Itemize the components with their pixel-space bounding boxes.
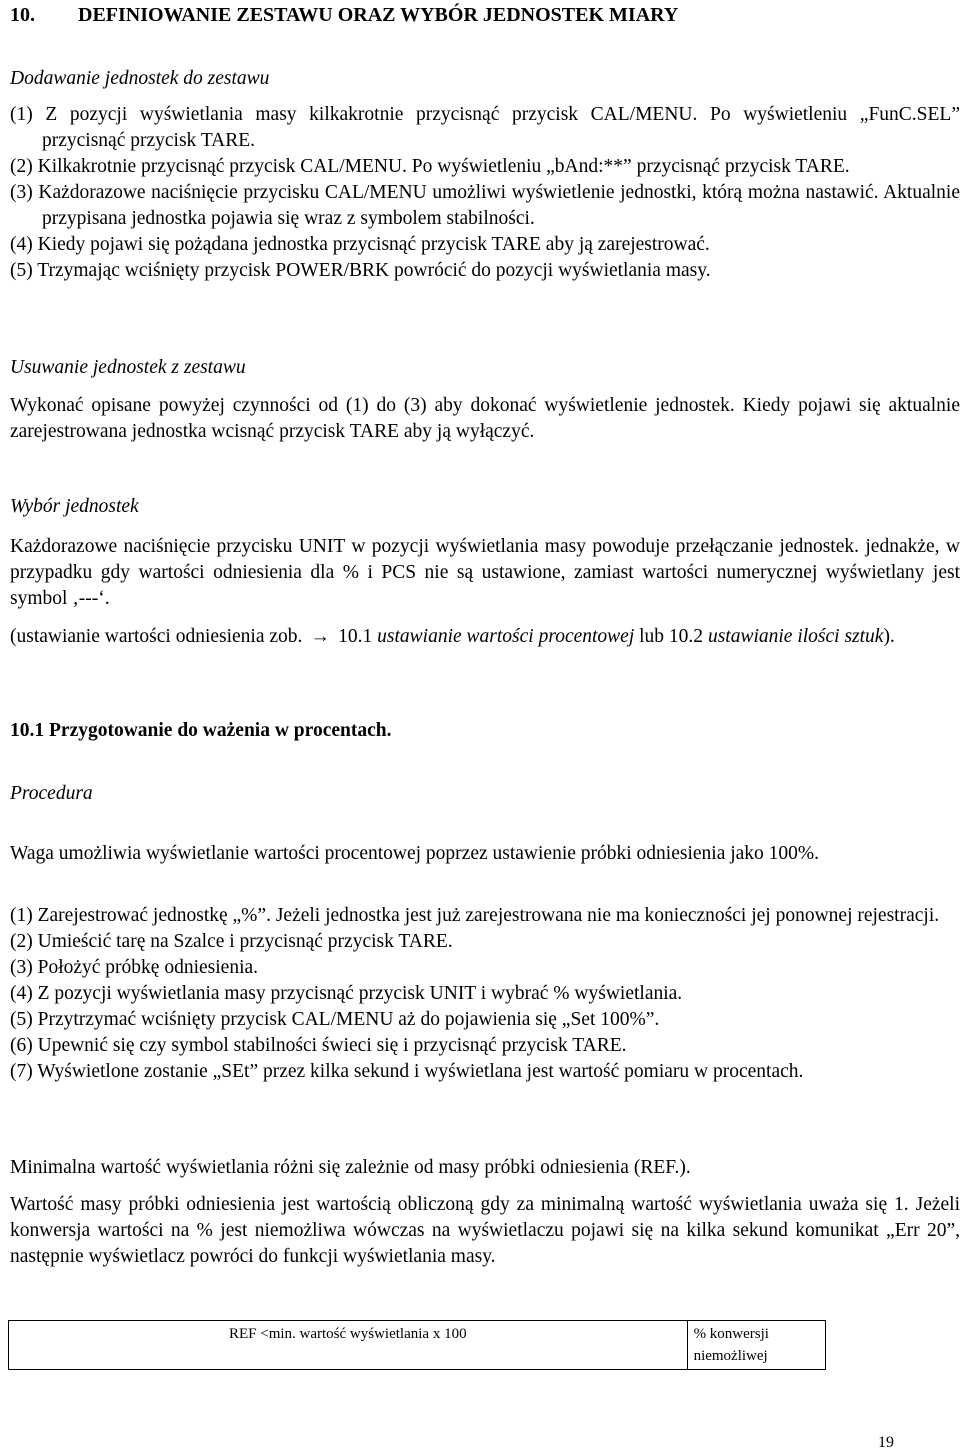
table-cell-result: % konwersji niemożliwej: [687, 1321, 825, 1370]
list-item: (4) Z pozycji wyświetlania masy przycisnąć przycisk UNIT i wybrać % wyświetlania.: [10, 983, 683, 1004]
choosing-heading: Wybór jednostek: [10, 496, 139, 517]
procedure-intro: Waga umożliwia wyświetlanie wartości procentowej poprzez ustawienie próbki odniesienia jako 100%.: [10, 843, 820, 864]
reference-link-percent[interactable]: ustawianie wartości procentowej: [377, 626, 635, 647]
table-cell-condition: REF <min. wartość wyświetlania x 100: [9, 1321, 688, 1370]
reference-number: 10.1: [338, 626, 373, 647]
reference-prefix: (ustawianie wartości odniesienia zob.: [10, 626, 303, 647]
list-item: (1) Zarejestrować jednostkę „%”. Jeżeli jednostka jest już zarejestrowana nie ma konieczności jej ponownej rejestracji.: [10, 905, 940, 926]
procedure-heading: Procedura: [10, 783, 93, 804]
adding-heading: Dodawanie jednostek do zestawu: [10, 68, 270, 89]
choosing-paragraph: Każdorazowe naciśnięcie przycisku UNIT w pozycji wyświetlania masy powoduje przełączanie jednostek. jednakże, w przypadku gdy wartości odniesienia dla % i PCS nie są ustawione, zamiast wartości numerycznej wyświetlany jest symbol ‚---‘.: [10, 536, 960, 609]
section-title: DEFINIOWANIE ZESTAWU ORAZ WYBÓR JEDNOSTEK MIARY: [78, 4, 679, 26]
conversion-table: [8, 1320, 826, 1370]
minimum-value-text: Minimalna wartość wyświetlania różni się zależnie od masy próbki odniesienia (REF.).: [10, 1157, 691, 1178]
reference-middle: lub 10.2: [639, 626, 704, 647]
list-item: (1) Z pozycji wyświetlania masy kilkakrotnie przycisnąć przycisk CAL/MENU. Po wyświetleniu „FunC.SEL” przycisnąć przycisk TARE.: [10, 104, 960, 151]
list-item: (3) Położyć próbkę odniesienia.: [10, 957, 259, 978]
list-item: (4) Kiedy pojawi się pożądana jednostka przycisnąć przycisk TARE aby ją zarejestrować.: [10, 234, 710, 255]
adding-steps-list: [10, 102, 960, 284]
table-row: [9, 1321, 826, 1370]
reference-link-pieces[interactable]: ustawianie ilości sztuk: [707, 626, 884, 647]
list-item: (2) Kilkakrotnie przycisnąć przycisk CAL/MENU. Po wyświetleniu „bAnd:**” przycisnąć przycisk TARE.: [10, 156, 850, 177]
procedure-steps-list: [10, 903, 960, 1085]
list-item: (5) Przytrzymać wciśnięty przycisk CAL/MENU aż do pojawienia się „Set 100%”.: [10, 1009, 660, 1030]
removing-heading: Usuwanie jednostek z zestawu: [10, 357, 246, 378]
reference-note: [10, 624, 960, 650]
list-item: (3) Każdorazowe naciśnięcie przycisku CAL/MENU umożliwi wyświetlenie jednostki, którą można nastawić. Aktualnie przypisana jednostka pojawia się wraz z symbolem stabilności.: [10, 182, 960, 229]
removing-paragraph: Wykonać opisane powyżej czynności od (1) do (3) aby dokonać wyświetlenie jednostek. Kiedy pojawi się aktualnie zarejestrowana jednostka wcisnąć przycisk TARE aby ją wyłączyć.: [10, 395, 960, 442]
list-item: (5) Trzymając wciśnięty przycisk POWER/BRK powrócić do pozycji wyświetlania masy.: [10, 260, 711, 281]
subsection-title: 10.1 Przygotowanie do ważenia w procentach.: [10, 720, 392, 741]
list-item: (6) Upewnić się czy symbol stabilności świeci się i przycisnąć przycisk TARE.: [10, 1035, 627, 1056]
arrow-right-icon: →: [310, 626, 331, 647]
reference-suffix: ).: [883, 626, 895, 647]
reference-weight-paragraph: Wartość masy próbki odniesienia jest wartością obliczoną gdy za minimalną wartość wyświetlania uważa się 1. Jeżeli konwersja wartości na % jest niemożliwa wówczas na wyświetlaczu pojawi się na kilka sekund komunikat „Err 20”, następnie wyświetlacz powróci do funkcji wyświetlania masy.: [10, 1194, 960, 1267]
section-number: 10.: [10, 4, 35, 26]
list-item: (7) Wyświetlone zostanie „SEt” przez kilka sekund i wyświetlana jest wartość pomiaru w procentach.: [10, 1061, 804, 1082]
list-item: (2) Umieścić tarę na Szalce i przycisnąć przycisk TARE.: [10, 931, 453, 952]
page-number: 19: [878, 1434, 894, 1451]
